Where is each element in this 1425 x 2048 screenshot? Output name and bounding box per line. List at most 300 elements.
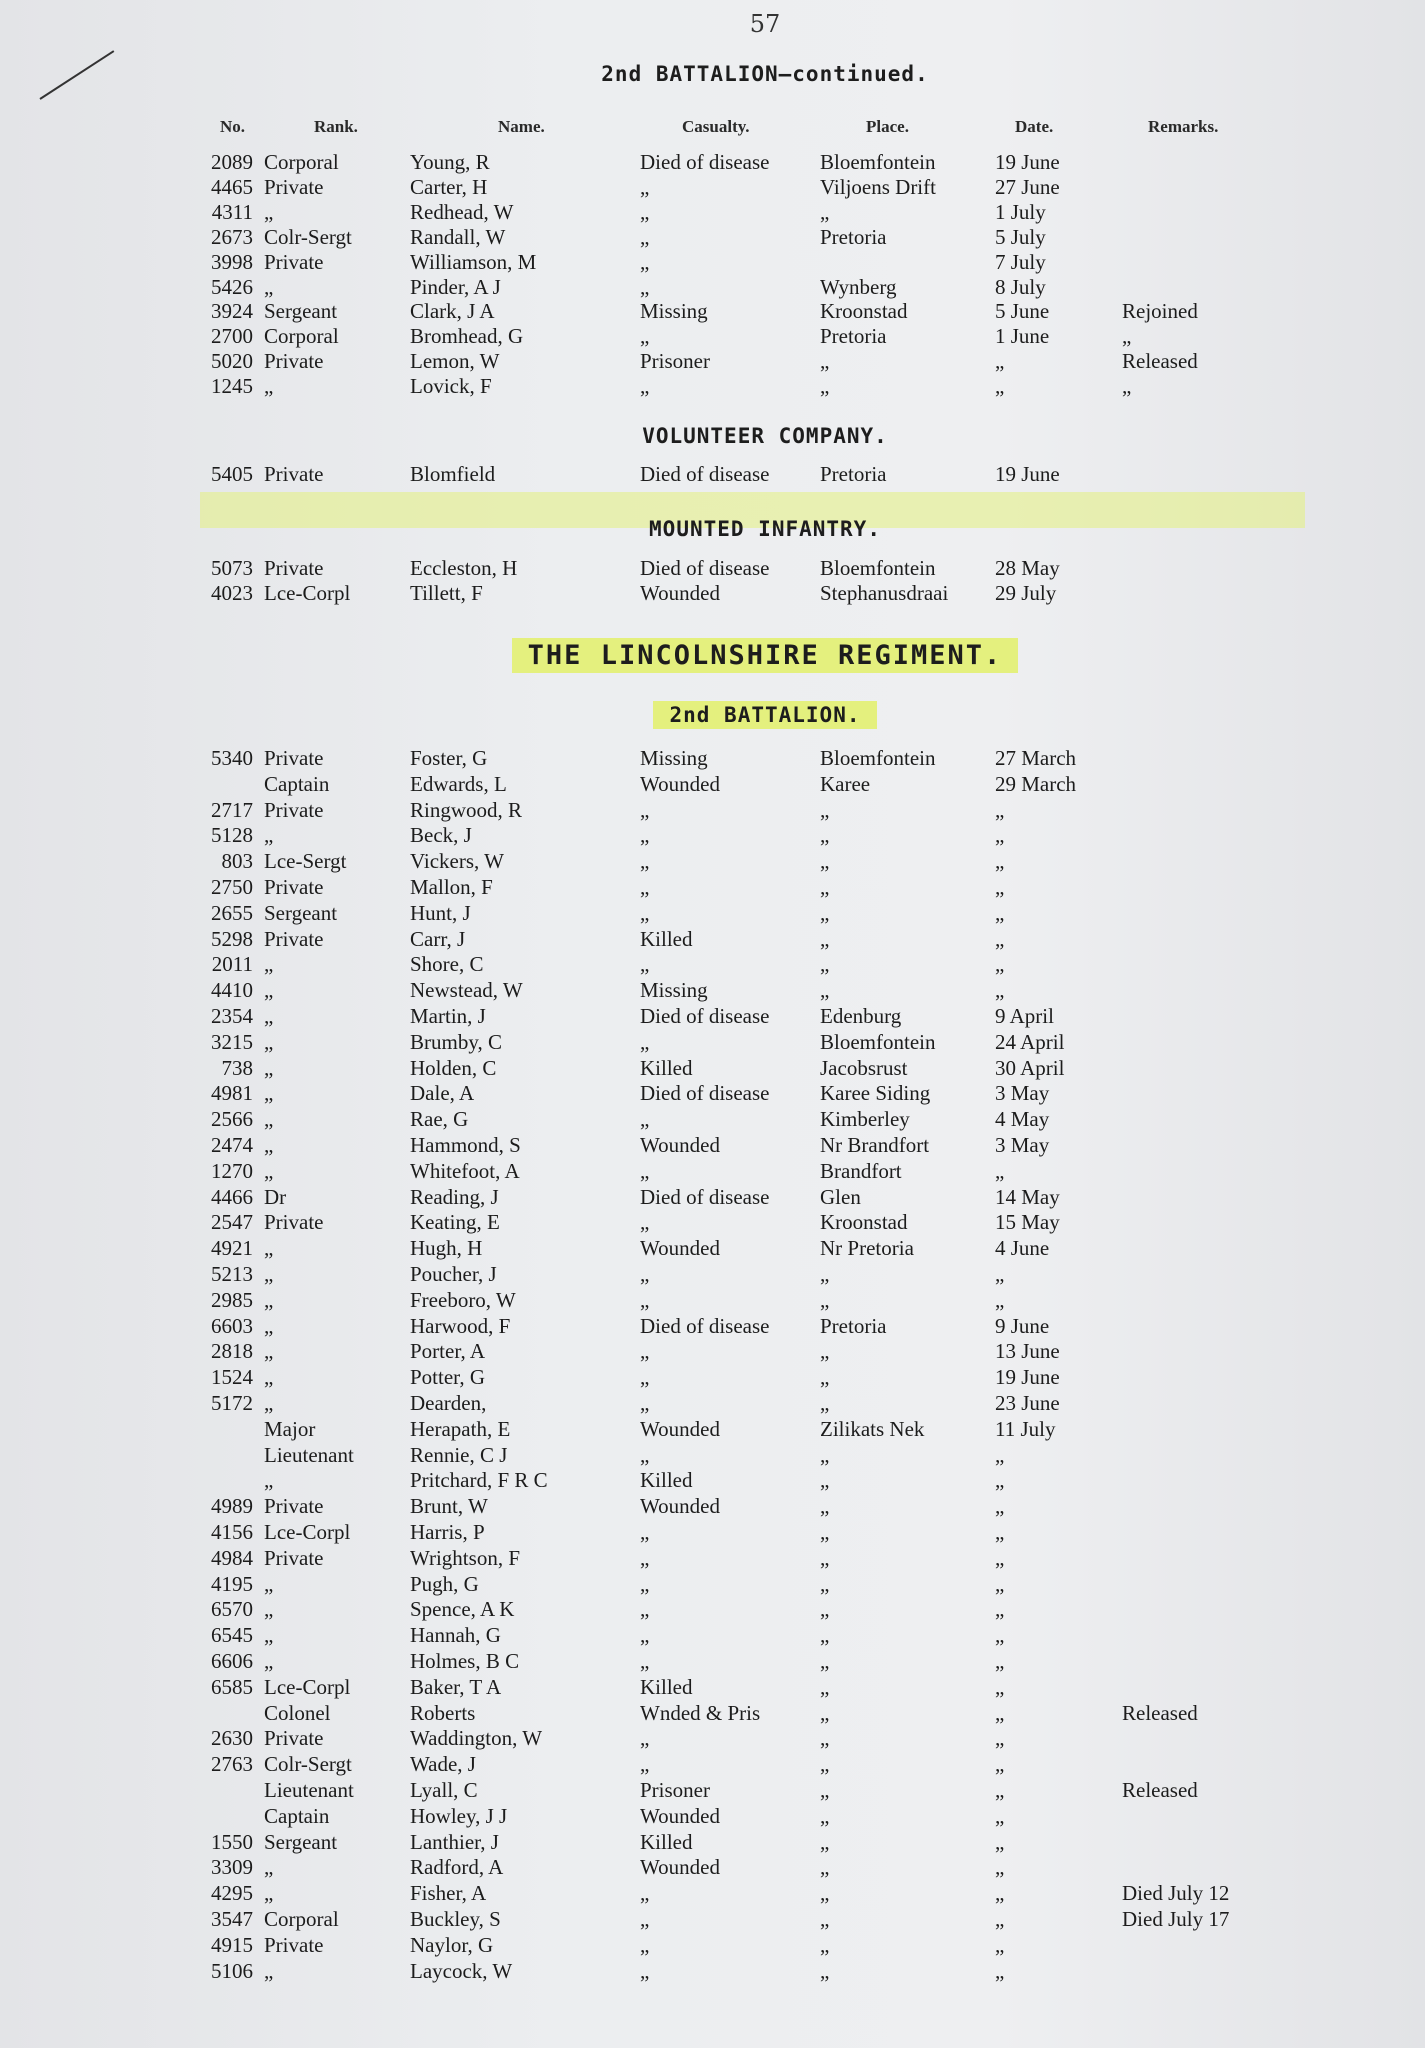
cell-rank: „ (264, 1004, 274, 1028)
cell-casualty: Missing (640, 978, 708, 1003)
cell-rank: „ (264, 274, 274, 299)
table-row (0, 1907, 1425, 1932)
cell-casualty: „ (640, 1907, 650, 1931)
column-header-casualty: Casualty. (682, 117, 750, 136)
cell-date: 27 June (995, 174, 1060, 199)
cell-no: 2818 (211, 1339, 253, 1364)
cell-casualty: „ (640, 174, 650, 199)
cell-place: Kroonstad (820, 299, 908, 324)
cell-rank: „ (264, 1313, 274, 1338)
cell-casualty: „ (640, 1520, 650, 1544)
table-row (0, 1210, 1425, 1235)
cell-place: „ (820, 1391, 830, 1415)
cell-date: 3 May (995, 1133, 1050, 1157)
cell-name: Pritchard, F R C (410, 1468, 548, 1493)
cell-name: Edwards, L (410, 771, 507, 796)
table-row (0, 1726, 1425, 1751)
cell-date: „ (995, 952, 1005, 977)
cell-rank: Sergeant (264, 900, 338, 925)
table-row (0, 1391, 1425, 1416)
cell-date: „ (995, 1726, 1005, 1751)
cell-place: „ (820, 1571, 830, 1596)
table-row (0, 952, 1425, 977)
battalion-subheading-text: 2nd BATTALION. (653, 701, 876, 729)
cell-name: Baker, T A (410, 1674, 502, 1699)
cell-date: 1 June (995, 324, 1050, 349)
cell-no: 1524 (211, 1365, 253, 1390)
cell-date: 19 June (995, 1365, 1060, 1390)
cell-name: Wade, J (410, 1752, 476, 1777)
cell-rank: Lieutenant (264, 1442, 354, 1467)
table-row (0, 901, 1425, 926)
cell-rank: „ (264, 1133, 274, 1157)
cell-rank: Private (264, 249, 324, 274)
cell-place: Stephanusdraai (820, 581, 949, 606)
cell-casualty: Killed (640, 1674, 693, 1699)
cell-casualty: Died of disease (640, 556, 770, 580)
cell-name: Reading, J (410, 1184, 499, 1209)
table-row (0, 1675, 1425, 1700)
table-row (0, 1133, 1425, 1158)
cell-place: „ (820, 1545, 830, 1570)
cell-rank: „ (264, 1055, 274, 1080)
cell-date: „ (995, 797, 1005, 822)
cell-date: „ (995, 823, 1005, 848)
cell-name: Clark, J A (410, 299, 495, 324)
cell-place: Zilikats Nek (820, 1416, 925, 1441)
cell-date: „ (995, 1520, 1005, 1544)
cell-casualty: „ (640, 374, 650, 399)
cell-rank: Colr-Sergt (264, 224, 352, 249)
cell-name: Lemon, W (410, 349, 500, 374)
table-row (0, 1056, 1425, 1081)
cell-no: 4311 (211, 199, 253, 224)
section-heading-volunteer-company: VOLUNTEER COMPANY. (642, 424, 888, 448)
cell-name: Beck, J (410, 823, 472, 848)
cell-no: 4915 (211, 1932, 253, 1957)
cell-name: Blomfield (410, 462, 496, 486)
cell-no: 3924 (211, 299, 253, 324)
cell-date: 3 May (995, 1081, 1050, 1106)
cell-casualty: „ (640, 274, 650, 299)
cell-name: Keating, E (410, 1210, 500, 1235)
table-row (0, 1623, 1425, 1648)
cell-place: Viljoens Drift (820, 174, 936, 199)
cell-date: „ (995, 1855, 1005, 1880)
cell-place: „ (820, 875, 830, 899)
cell-rank: Lieutenant (264, 1778, 354, 1802)
cell-no: 4465 (211, 174, 253, 199)
table-row (0, 1262, 1425, 1287)
cell-casualty: Killed (640, 1829, 693, 1854)
cell-casualty: Missing (640, 299, 708, 324)
cell-no: 4466 (211, 1184, 253, 1209)
cell-place: „ (820, 1932, 830, 1957)
table-row (0, 1314, 1425, 1339)
cell-no: 5426 (211, 274, 253, 299)
cell-casualty: „ (640, 1571, 650, 1596)
regiment-heading-text: THE LINCOLNSHIRE REGIMENT. (512, 638, 1019, 673)
cell-name: Holmes, B C (410, 1649, 520, 1673)
cell-name: Eccleston, H (410, 556, 518, 580)
cell-name: Fisher, A (410, 1881, 487, 1906)
cell-rank: „ (264, 1881, 274, 1906)
cell-name: Carr, J (410, 926, 466, 951)
cell-name: Harris, P (410, 1520, 485, 1544)
cell-casualty: Killed (640, 926, 693, 951)
cell-place: „ (820, 199, 830, 224)
cell-rank: Private (264, 797, 324, 822)
cell-date: „ (995, 849, 1005, 874)
table-row (0, 1701, 1425, 1726)
cell-rank: Lce-Corpl (264, 1674, 351, 1699)
column-header-rank: Rank. (314, 117, 358, 136)
cell-name: Mallon, F (410, 875, 493, 899)
cell-casualty: Prisoner (640, 349, 710, 374)
cell-rank: „ (264, 1236, 274, 1261)
cell-casualty: „ (640, 1649, 650, 1673)
cell-date: 23 June (995, 1391, 1060, 1415)
cell-no: 5128 (211, 823, 253, 848)
table-row (0, 1004, 1425, 1029)
cell-name: Dale, A (410, 1081, 475, 1106)
cell-place: Brandfort (820, 1158, 902, 1183)
table-row (0, 772, 1425, 797)
cell-name: Newstead, W (410, 978, 523, 1003)
cell-no: 1245 (211, 374, 253, 399)
page-number: 57 (749, 10, 781, 38)
cell-name: Foster, G (410, 746, 488, 770)
cell-rank: Sergeant (264, 299, 338, 324)
cell-remarks: „ (1122, 374, 1132, 399)
table-row (0, 798, 1425, 823)
cell-date: 11 July (995, 1416, 1056, 1441)
cell-casualty: „ (640, 1881, 650, 1906)
cell-date: „ (995, 1907, 1005, 1931)
cell-name: Holden, C (410, 1055, 497, 1080)
cell-no: 4984 (211, 1545, 253, 1570)
cell-name: Spence, A K (410, 1597, 515, 1622)
cell-remarks: Released (1122, 1778, 1198, 1802)
cell-name: Radford, A (410, 1855, 504, 1880)
cell-casualty: „ (640, 1365, 650, 1390)
cell-place: „ (820, 1287, 830, 1312)
table-row (0, 1649, 1425, 1674)
cell-casualty: Wounded (640, 581, 720, 606)
cell-place: „ (820, 952, 830, 977)
cell-date: „ (995, 374, 1005, 399)
cell-rank: „ (264, 1339, 274, 1364)
table-row (0, 200, 1425, 225)
cell-rank: „ (264, 1597, 274, 1622)
cell-casualty: Died of disease (640, 1313, 770, 1338)
cell-place: Karee Siding (820, 1081, 931, 1106)
cell-rank: Corporal (264, 150, 339, 174)
cell-place: „ (820, 1726, 830, 1751)
table-row (0, 275, 1425, 300)
cell-rank: „ (264, 1107, 274, 1132)
cell-place: Bloemfontein (820, 746, 936, 770)
cell-name: Tillett, F (410, 581, 483, 606)
cell-date: „ (995, 978, 1005, 1003)
cell-casualty: Died of disease (640, 1081, 770, 1106)
cell-name: Potter, G (410, 1365, 485, 1390)
cell-name: Brumby, C (410, 1029, 502, 1054)
cell-no: 4023 (211, 581, 253, 606)
cell-date: 5 July (995, 224, 1046, 249)
cell-no: 5213 (211, 1262, 253, 1286)
cell-no: 3215 (211, 1029, 253, 1054)
cell-place: Bloemfontein (820, 150, 936, 174)
table-row (0, 1236, 1425, 1261)
cell-place: Pretoria (820, 1313, 887, 1338)
cell-place: „ (820, 926, 830, 951)
cell-place: „ (820, 797, 830, 822)
cell-casualty: „ (640, 1029, 650, 1054)
cell-date: „ (995, 926, 1005, 951)
cell-name: Hugh, H (410, 1236, 483, 1261)
cell-remarks: Released (1122, 1700, 1198, 1725)
cell-rank: Lce-Corpl (264, 581, 351, 606)
cell-remarks: Died July 12 (1122, 1881, 1230, 1906)
table-row (0, 1752, 1425, 1777)
cell-no: 4989 (211, 1494, 253, 1519)
cell-rank: „ (264, 952, 274, 977)
cell-casualty: Died of disease (640, 1184, 770, 1209)
cell-date: 4 May (995, 1107, 1050, 1132)
cell-date: „ (995, 1649, 1005, 1673)
cell-date: „ (995, 1700, 1005, 1725)
cell-date: „ (995, 1752, 1005, 1777)
cell-rank: Private (264, 1494, 324, 1519)
cell-date: 9 April (995, 1004, 1054, 1028)
cell-name: Ringwood, R (410, 797, 523, 822)
cell-casualty: „ (640, 1958, 650, 1983)
section-heading-mounted-infantry: MOUNTED INFANTRY. (649, 517, 881, 541)
cell-place: Kroonstad (820, 1210, 908, 1235)
cell-no: 738 (221, 1055, 253, 1080)
table-row (0, 250, 1425, 275)
cell-name: Poucher, J (410, 1262, 497, 1286)
cell-casualty: Wounded (640, 1416, 720, 1441)
cell-no: 2630 (211, 1726, 253, 1751)
cell-no: 6585 (211, 1674, 253, 1699)
cell-no: 3309 (211, 1855, 253, 1880)
table-row (0, 1933, 1425, 1958)
table-row (0, 1185, 1425, 1210)
cell-rank: „ (264, 1391, 274, 1415)
cell-place: „ (820, 1803, 830, 1828)
cell-casualty: „ (640, 1287, 650, 1312)
cell-no: 2717 (211, 797, 253, 822)
cell-place: „ (820, 1365, 830, 1390)
cell-name: Hammond, S (410, 1133, 521, 1157)
section-heading-2nd-battalion-continued: 2nd BATTALION—continued. (601, 62, 929, 86)
cell-rank: „ (264, 1081, 274, 1106)
table-row (0, 1804, 1425, 1829)
cell-place: Pretoria (820, 224, 887, 249)
cell-place: Nr Pretoria (820, 1236, 914, 1261)
cell-casualty: „ (640, 1545, 650, 1570)
cell-casualty: Wounded (640, 771, 720, 796)
cell-name: Carter, H (410, 174, 488, 199)
cell-casualty: Died of disease (640, 150, 770, 174)
table-row (0, 875, 1425, 900)
cell-rank: Captain (264, 771, 330, 796)
cell-no: 2474 (211, 1133, 253, 1157)
cell-no: 2985 (211, 1287, 253, 1312)
cell-name: Randall, W (410, 224, 506, 249)
cell-name: Vickers, W (410, 849, 504, 874)
cell-no: 2566 (211, 1107, 253, 1132)
cell-rank: „ (264, 374, 274, 399)
cell-casualty: Wounded (640, 1803, 720, 1828)
cell-place: „ (820, 849, 830, 874)
cell-rank: „ (264, 1958, 274, 1983)
cell-rank: Colr-Sergt (264, 1752, 352, 1777)
table-row (0, 1339, 1425, 1364)
cell-casualty: Missing (640, 746, 708, 770)
cell-name: Naylor, G (410, 1932, 494, 1957)
cell-no: 5073 (211, 556, 253, 580)
table-row (0, 978, 1425, 1003)
table-row (0, 1830, 1425, 1855)
cell-rank: „ (264, 1468, 274, 1493)
cell-no: 4156 (211, 1520, 253, 1544)
cell-place: Edenburg (820, 1004, 902, 1028)
cell-no: 4195 (211, 1571, 253, 1596)
cell-no: 2655 (211, 900, 253, 925)
cell-name: Dearden, (410, 1391, 487, 1415)
cell-rank: „ (264, 1855, 274, 1880)
cell-rank: Private (264, 746, 324, 770)
cell-date: „ (995, 1442, 1005, 1467)
cell-rank: Corporal (264, 324, 339, 349)
cell-name: Lovick, F (410, 374, 492, 399)
cell-no: 5405 (211, 462, 253, 486)
cell-name: Young, R (410, 150, 490, 174)
cell-place: „ (820, 1829, 830, 1854)
cell-place: Nr Brandfort (820, 1133, 930, 1157)
cell-casualty: „ (640, 823, 650, 848)
table-row (0, 1030, 1425, 1055)
column-header-place: Place. (866, 117, 909, 136)
cell-date: „ (995, 1287, 1005, 1312)
cell-rank: Private (264, 556, 324, 580)
cell-place: „ (820, 1778, 830, 1802)
cell-rank: Corporal (264, 1907, 339, 1931)
cell-no: 2673 (211, 224, 253, 249)
cell-date: 29 March (995, 771, 1077, 796)
column-header-name: Name. (498, 117, 545, 136)
table-row (0, 556, 1425, 581)
cell-date: „ (995, 1468, 1005, 1493)
cell-rank: Sergeant (264, 1829, 338, 1854)
cell-date: 7 July (995, 249, 1046, 274)
table-row (0, 823, 1425, 848)
cell-date: 1 July (995, 199, 1046, 224)
cell-rank: „ (264, 1287, 274, 1312)
cell-name: Williamson, M (410, 249, 537, 274)
cell-place: „ (820, 978, 830, 1003)
cell-place: „ (820, 1520, 830, 1544)
cell-rank: „ (264, 1262, 274, 1286)
cell-no: 5172 (211, 1391, 253, 1415)
cell-casualty: „ (640, 952, 650, 977)
cell-place: „ (820, 1339, 830, 1364)
cell-casualty: „ (640, 224, 650, 249)
cell-rank: Major (264, 1416, 316, 1441)
cell-date: „ (995, 1932, 1005, 1957)
cell-date: „ (995, 1881, 1005, 1906)
cell-place: Bloemfontein (820, 556, 936, 580)
cell-date: „ (995, 1803, 1005, 1828)
cell-date: „ (995, 1545, 1005, 1570)
cell-date: 30 April (995, 1055, 1065, 1080)
cell-name: Pinder, A J (410, 274, 501, 299)
cell-rank: Private (264, 1726, 324, 1751)
table-row (0, 581, 1425, 606)
cell-remarks: Died July 17 (1122, 1907, 1230, 1931)
cell-name: Martin, J (410, 1004, 486, 1028)
cell-name: Wrightson, F (410, 1545, 520, 1570)
cell-casualty: „ (640, 900, 650, 925)
cell-name: Lanthier, J (410, 1829, 499, 1854)
cell-date: „ (995, 1494, 1005, 1519)
cell-rank: „ (264, 823, 274, 848)
cell-place: „ (820, 374, 830, 399)
cell-name: Harwood, F (410, 1313, 511, 1338)
cell-no: 5020 (211, 349, 253, 374)
cell-name: Herapath, E (410, 1416, 511, 1441)
table-row (0, 299, 1425, 324)
cell-remarks: Rejoined (1122, 299, 1198, 324)
cell-remarks: „ (1122, 324, 1132, 349)
cell-casualty: „ (640, 249, 650, 274)
cell-date: 5 June (995, 299, 1050, 324)
cell-date: 4 June (995, 1236, 1050, 1261)
cell-remarks: Released (1122, 349, 1198, 374)
cell-casualty: Prisoner (640, 1778, 710, 1802)
cell-no: 5106 (211, 1958, 253, 1983)
cell-place: „ (820, 1262, 830, 1286)
table-row (0, 349, 1425, 374)
table-row (0, 1546, 1425, 1571)
cell-casualty: Wounded (640, 1133, 720, 1157)
table-row (0, 1778, 1425, 1803)
column-header-remarks: Remarks. (1148, 117, 1219, 136)
column-header-no: No. (220, 117, 246, 136)
cell-no: 6606 (211, 1649, 253, 1673)
cell-name: Whitefoot, A (410, 1158, 520, 1183)
cell-date: „ (995, 1778, 1005, 1802)
cell-place: Wynberg (820, 274, 897, 299)
cell-rank: Private (264, 349, 324, 374)
cell-no: 5340 (211, 746, 253, 770)
cell-no: 3998 (211, 249, 253, 274)
cell-date: 19 June (995, 462, 1060, 486)
cell-name: Waddington, W (410, 1726, 543, 1751)
cell-rank: „ (264, 1029, 274, 1054)
cell-place: Pretoria (820, 324, 887, 349)
cell-date: „ (995, 900, 1005, 925)
table-row (0, 1881, 1425, 1906)
cell-casualty: Killed (640, 1468, 693, 1493)
cell-casualty: „ (640, 1210, 650, 1235)
cell-casualty: „ (640, 797, 650, 822)
cell-date: „ (995, 1674, 1005, 1699)
cell-date: 28 May (995, 556, 1060, 580)
